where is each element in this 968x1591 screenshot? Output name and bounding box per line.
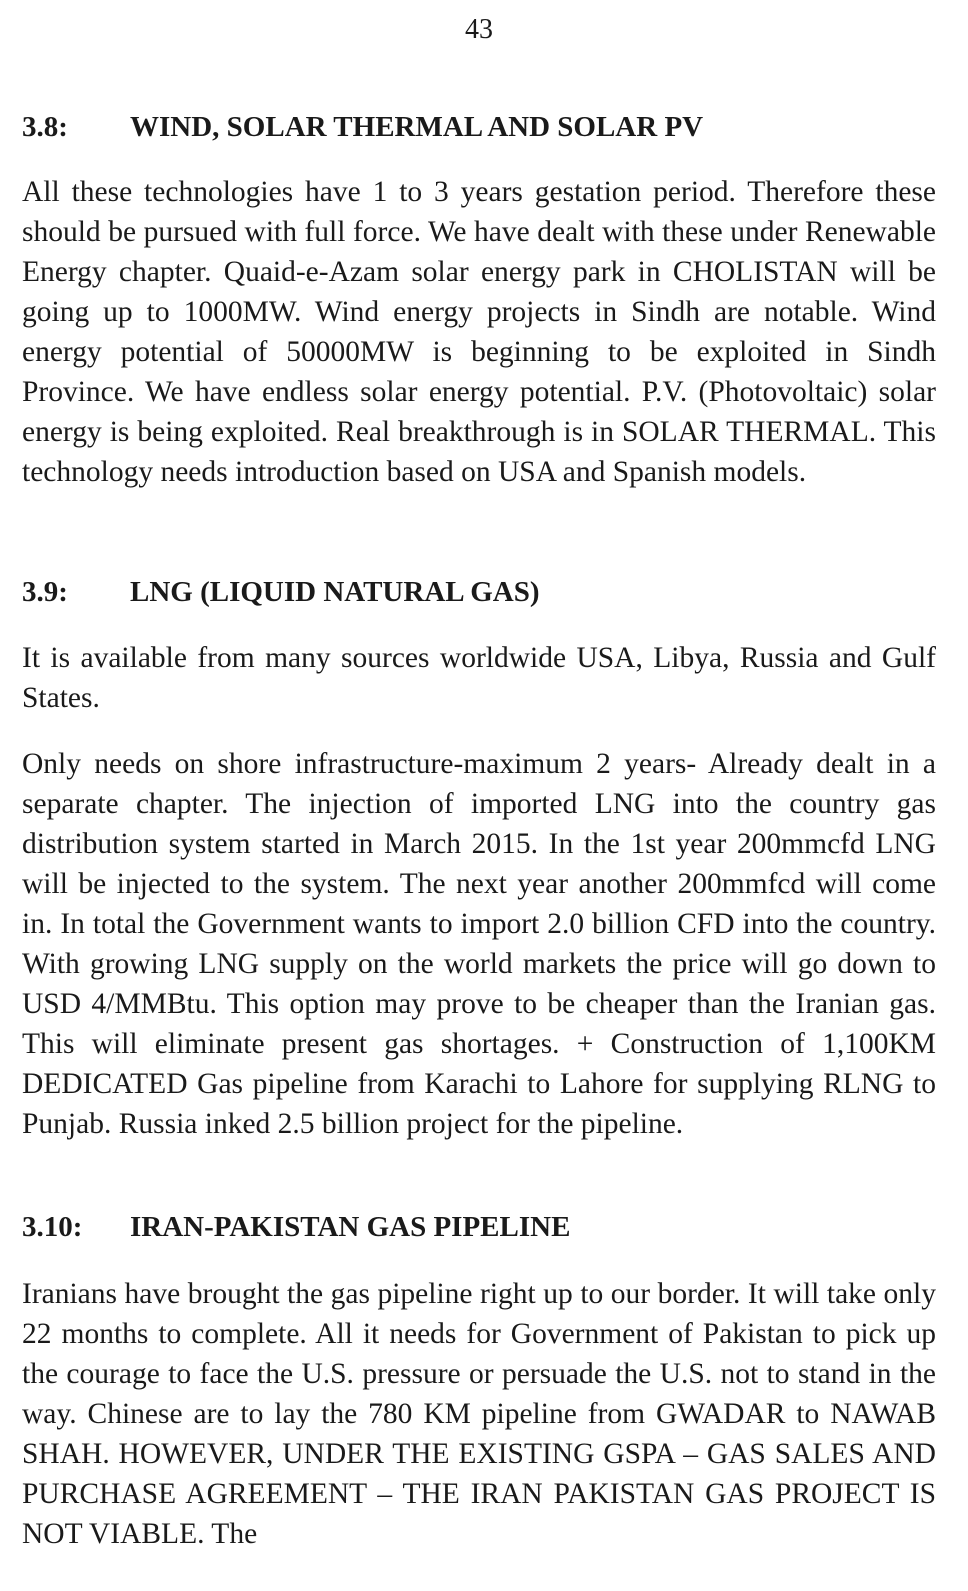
section-3-8-paragraph-1: All these technologies have 1 to 3 years gestation period. Therefore these should be pursued with full force. We have dealt with these under Renewable Energy chapter. Quaid-e-Azam solar energy park in CHOLISTAN will be going up to 1000MW. Wind energy projects in Sindh are notable. Wind energy potential of 50000MW is beginning to be exploited in Sindh Province. We have endless solar energy potential. P.V. (Photovoltaic) solar energy is being exploited. Real breakthrough is in SOLAR THERMAL. This technology needs introduction based on USA and Spanish models. — [22, 176, 936, 488]
section-number: 3.8: — [22, 111, 68, 143]
section-heading-3-10 — [22, 1209, 936, 1245]
section-title: WIND, SOLAR THERMAL AND SOLAR PV — [130, 111, 704, 143]
section-number: 3.9: — [22, 576, 68, 608]
section-3-10-paragraph-1: Iranians have brought the gas pipeline right up to our border. It will take only 22 months to complete. All it needs for Government of Pakistan to pick up the courage to face the U.S. pressure or persuade the U.S. not to stand in the way. Chinese are to lay the 780 KM pipeline from GWADAR to NAWAB SHAH. HOWEVER, UNDER THE EXISTING GSPA – GAS SALES AND PURCHASE AGREEMENT – THE IRAN PAKISTAN GAS PROJECT IS NOT VIABLE. The — [22, 1278, 936, 1550]
section-3-9-paragraph-1: It is available from many sources worldwide USA, Libya, Russia and Gulf States. — [22, 642, 936, 714]
section-title: LNG (LIQUID NATURAL GAS) — [130, 576, 540, 608]
section-heading-3-9 — [22, 574, 936, 610]
page-number: 43 — [465, 14, 493, 45]
section-3-9-paragraph-2: Only needs on shore infrastructure-maximum 2 years- Already dealt in a separate chapter. The injection of imported LNG into the country gas distribution system started in March 2015. In the 1st year 200mmcfd LNG will be injected to the system. The next year another 200mmfcd will come in. In total the Government wants to import 2.0 billion CFD into the country. With growing LNG supply on the world markets the price will go down to USD 4/MMBtu. This option may prove to be cheaper than the Iranian gas. This will eliminate present gas shortages. + Construction of 1,100KM DEDICATED Gas pipeline from Karachi to Lahore for supplying RLNG to Punjab. Russia inked 2.5 billion project for the pipeline. — [22, 748, 936, 1140]
section-number: 3.10: — [22, 1211, 83, 1243]
section-title: IRAN-PAKISTAN GAS PIPELINE — [130, 1211, 571, 1243]
section-heading-3-8 — [22, 109, 936, 145]
